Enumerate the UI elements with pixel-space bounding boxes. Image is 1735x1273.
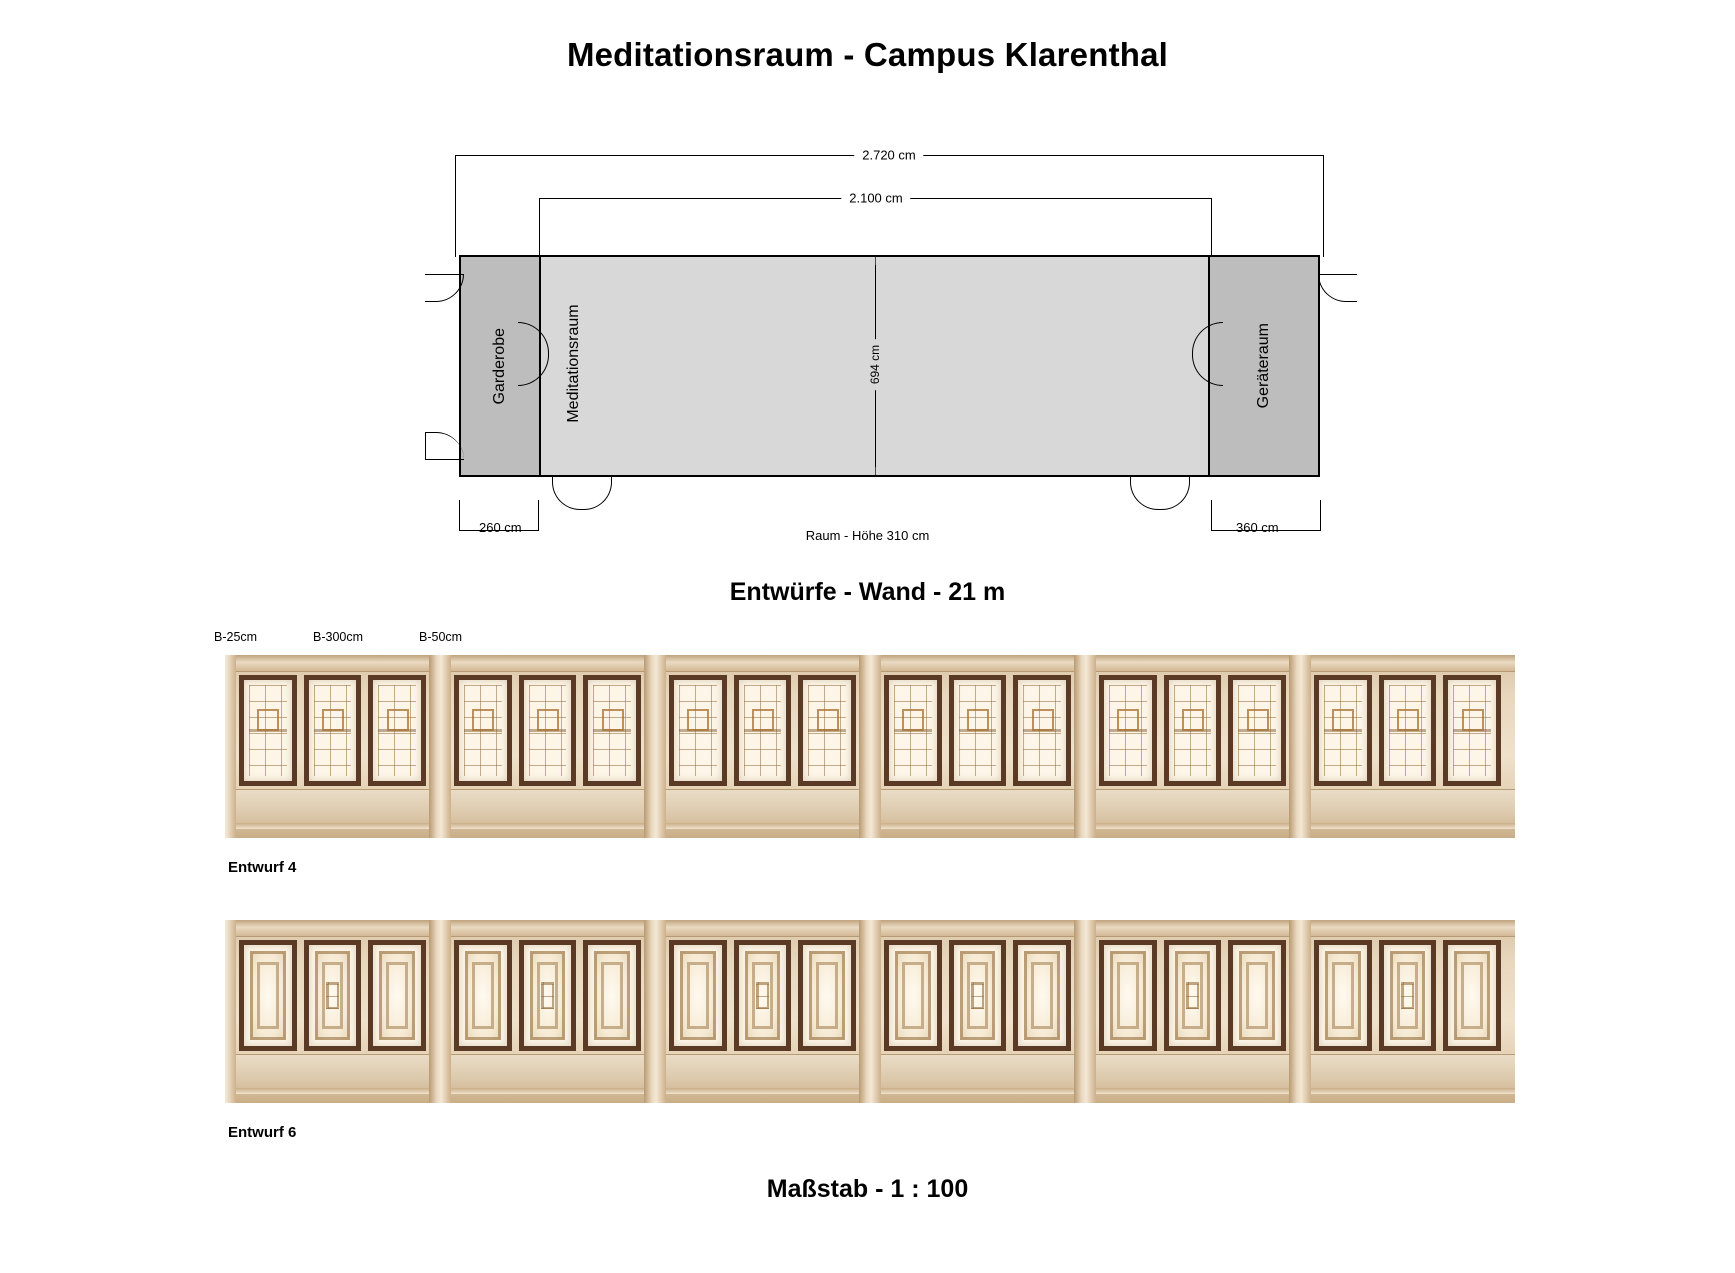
room-label-meditationsraum-wrap bbox=[565, 304, 583, 427]
screen-panel-row bbox=[1099, 675, 1286, 786]
pillar-icon bbox=[225, 655, 236, 838]
designs-section-title: Entwürfe - Wand - 21 m bbox=[729, 578, 1006, 606]
dimension-tick-overall-right bbox=[1323, 155, 1324, 257]
lattice-panel bbox=[1443, 675, 1501, 786]
wall-bay bbox=[870, 655, 1085, 838]
lattice-panel bbox=[1379, 940, 1437, 1051]
wall-bay bbox=[225, 655, 440, 838]
pillar-icon bbox=[225, 920, 236, 1103]
wall-bay bbox=[1300, 920, 1515, 1103]
lattice-panel bbox=[583, 940, 641, 1051]
lattice-panel bbox=[1228, 675, 1286, 786]
lattice-panel bbox=[949, 675, 1007, 786]
screen-panel-row bbox=[669, 940, 856, 1051]
wall-bay bbox=[1085, 655, 1300, 838]
dimension-tick-overall-left bbox=[455, 155, 456, 257]
caption-entwurf-6: Entwurf 6 bbox=[228, 1124, 297, 1141]
wall-design-strip-entwurf-4 bbox=[225, 655, 1515, 838]
room-height-note: Raum - Höhe 310 cm bbox=[805, 528, 930, 543]
dimension-label-depth: 694 cm bbox=[868, 339, 882, 393]
lattice-panel bbox=[949, 940, 1007, 1051]
screen-panel-row bbox=[1314, 675, 1501, 786]
dimension-label-left-width: 260 cm bbox=[479, 520, 522, 535]
dimension-tick-left-b bbox=[538, 500, 539, 530]
dimension-label-right-width: 360 cm bbox=[1236, 520, 1279, 535]
lattice-panel bbox=[1379, 675, 1437, 786]
lattice-panel bbox=[368, 940, 426, 1051]
wall-strip-image-2 bbox=[225, 920, 1515, 1103]
lattice-pattern-a bbox=[378, 685, 416, 776]
lattice-pattern-b-center bbox=[960, 951, 996, 1040]
lattice-panel bbox=[884, 675, 942, 786]
lattice-pattern-b bbox=[895, 951, 931, 1040]
lattice-panel bbox=[1164, 675, 1222, 786]
dimension-label-overall: 2.720 cm bbox=[854, 148, 923, 163]
dimension-tick-right-b bbox=[1320, 500, 1321, 530]
room-meditationsraum bbox=[541, 257, 1208, 475]
screen-panel-row bbox=[239, 675, 426, 786]
lattice-pattern-a bbox=[593, 685, 631, 776]
lattice-pattern-a bbox=[1174, 685, 1212, 776]
wall-bay bbox=[440, 920, 655, 1103]
wall-bay bbox=[1085, 920, 1300, 1103]
lattice-pattern-b bbox=[379, 951, 415, 1040]
lattice-pattern-b bbox=[1239, 951, 1275, 1040]
lattice-panel bbox=[1013, 940, 1071, 1051]
lattice-pattern-a bbox=[1238, 685, 1276, 776]
lattice-pattern-a bbox=[1023, 685, 1061, 776]
page-title: Meditationsraum - Campus Klarenthal bbox=[566, 36, 1169, 73]
lattice-panel bbox=[583, 675, 641, 786]
wall-bay bbox=[870, 920, 1085, 1103]
lattice-panel bbox=[1443, 940, 1501, 1051]
lattice-pattern-b bbox=[465, 951, 501, 1040]
room-label-geraeteraum: Geräteraum bbox=[1255, 323, 1272, 409]
lattice-panel bbox=[519, 940, 577, 1051]
measure-label-b300: B-300cm bbox=[313, 630, 364, 644]
lattice-pattern-b bbox=[680, 951, 716, 1040]
floorplan-diagram bbox=[0, 120, 1735, 543]
wall-bay bbox=[1300, 655, 1515, 838]
lattice-pattern-a bbox=[314, 685, 352, 776]
lattice-pattern-a bbox=[249, 685, 287, 776]
wall-design-strip-entwurf-6 bbox=[225, 920, 1515, 1103]
room-label-garderobe: Garderobe bbox=[491, 327, 508, 405]
lattice-pattern-a bbox=[894, 685, 932, 776]
dimension-tick-right-a bbox=[1211, 500, 1212, 530]
lattice-panel bbox=[1314, 675, 1372, 786]
lattice-panel bbox=[304, 675, 362, 786]
screen-panel-row bbox=[1099, 940, 1286, 1051]
screen-panel-row bbox=[884, 675, 1071, 786]
measure-label-b25: B-25cm bbox=[214, 630, 258, 644]
lattice-pattern-a bbox=[679, 685, 717, 776]
screen-panel-row bbox=[454, 675, 641, 786]
lattice-pattern-b bbox=[250, 951, 286, 1040]
door-icon-right-top bbox=[1318, 274, 1357, 302]
lattice-panel bbox=[1228, 940, 1286, 1051]
wall-bay bbox=[440, 655, 655, 838]
lattice-panel bbox=[368, 675, 426, 786]
lattice-pattern-a bbox=[1389, 685, 1427, 776]
lattice-pattern-a bbox=[959, 685, 997, 776]
lattice-panel bbox=[454, 675, 512, 786]
lattice-panel bbox=[304, 940, 362, 1051]
room-label-meditationsraum: Meditationsraum bbox=[565, 304, 582, 423]
lattice-panel bbox=[669, 940, 727, 1051]
room-outline bbox=[459, 255, 1320, 477]
lattice-pattern-b bbox=[1024, 951, 1060, 1040]
caption-entwurf-4: Entwurf 4 bbox=[228, 859, 297, 876]
lattice-panel bbox=[884, 940, 942, 1051]
lattice-pattern-a bbox=[1324, 685, 1362, 776]
lattice-panel bbox=[454, 940, 512, 1051]
lattice-panel bbox=[669, 675, 727, 786]
lattice-pattern-b bbox=[1110, 951, 1146, 1040]
dimension-tick-inner-left bbox=[539, 198, 540, 257]
lattice-pattern-a bbox=[529, 685, 567, 776]
lattice-panel bbox=[239, 940, 297, 1051]
lattice-panel bbox=[1099, 940, 1157, 1051]
wall-bay bbox=[225, 920, 440, 1103]
screen-panel-row bbox=[669, 675, 856, 786]
lattice-pattern-b-center bbox=[745, 951, 781, 1040]
lattice-pattern-a bbox=[464, 685, 502, 776]
lattice-panel bbox=[734, 675, 792, 786]
lattice-pattern-a bbox=[744, 685, 782, 776]
lattice-pattern-b-center bbox=[530, 951, 566, 1040]
wall-bay bbox=[655, 920, 870, 1103]
measure-label-b50: B-50cm bbox=[419, 630, 463, 644]
screen-panel-row bbox=[884, 940, 1071, 1051]
screen-panel-row bbox=[1314, 940, 1501, 1051]
lattice-pattern-b bbox=[809, 951, 845, 1040]
lattice-pattern-b-center bbox=[1390, 951, 1426, 1040]
screen-panel-row bbox=[454, 940, 641, 1051]
door-icon-bottom-left bbox=[552, 477, 612, 510]
lattice-panel bbox=[798, 675, 856, 786]
lattice-pattern-a bbox=[1109, 685, 1147, 776]
lattice-panel bbox=[798, 940, 856, 1051]
lattice-pattern-a bbox=[808, 685, 846, 776]
door-icon-bottom-right bbox=[1130, 477, 1190, 510]
lattice-panel bbox=[519, 675, 577, 786]
lattice-pattern-a bbox=[1453, 685, 1491, 776]
lattice-panel bbox=[1314, 940, 1372, 1051]
scale-title: Maßstab - 1 : 100 bbox=[766, 1175, 969, 1203]
screen-panel-row bbox=[239, 940, 426, 1051]
lattice-pattern-b bbox=[594, 951, 630, 1040]
lattice-pattern-b bbox=[1325, 951, 1361, 1040]
lattice-panel bbox=[1164, 940, 1222, 1051]
dimension-tick-left-a bbox=[459, 500, 460, 530]
wall-strip-image-1 bbox=[225, 655, 1515, 838]
lattice-pattern-b-center bbox=[315, 951, 351, 1040]
lattice-pattern-b-center bbox=[1175, 951, 1211, 1040]
dimension-tick-inner-right bbox=[1211, 198, 1212, 257]
dimension-label-inner: 2.100 cm bbox=[841, 191, 910, 206]
lattice-panel bbox=[1099, 675, 1157, 786]
lattice-pattern-b bbox=[1454, 951, 1490, 1040]
room-geraeteraum bbox=[1208, 257, 1318, 475]
lattice-panel bbox=[1013, 675, 1071, 786]
lattice-panel bbox=[239, 675, 297, 786]
wall-bay bbox=[655, 655, 870, 838]
lattice-panel bbox=[734, 940, 792, 1051]
